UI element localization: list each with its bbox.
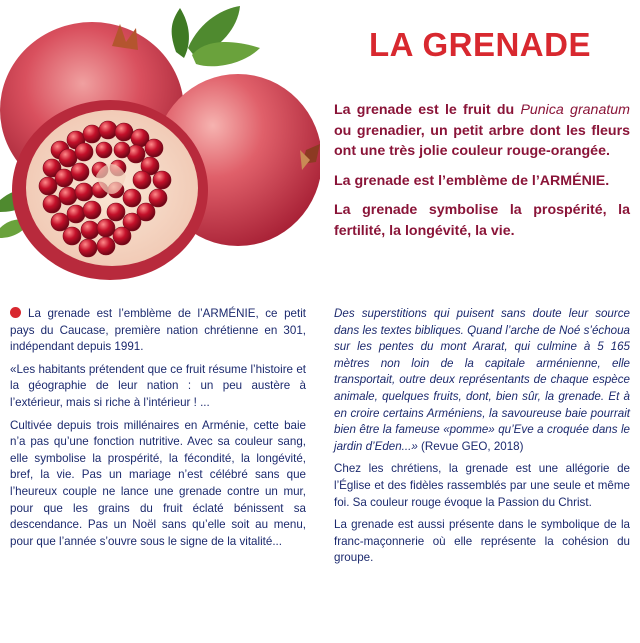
right-column — [334, 306, 630, 573]
right-paragraph-freemasonry: La grenade est aussi présente dans le symbolique de la franc-maçonnerie où elle représente la cohésion du groupe. — [334, 518, 630, 565]
right-paragraph-biblical: Des superstitions qui puisent sans doute leur source dans les textes bibliques. Quand l’arche de Noé s’échoua sur les pentes du mont Ararat, qui culmine à 5 165 mètres non loin de la capitale arménienne, elle transportait, outre deux représentants de chaque espèce animale, quelques fruits, dont, bien sûr, la grenade. Et à en croire certains Arméniens, la savoureuse baie pourrait bien être la fameuse «pomme» qu’Eve a croquée dans le jardin d’Eden...» (Revue GEO, 2018) — [334, 307, 630, 453]
page-title: LA GRENADE — [369, 26, 591, 63]
left-paragraph-emblem: La grenade est l’emblème de l’ARMÉNIE, ce petit pays du Caucase, première nation chrétienne en 301, indépendant depuis 1991. — [10, 307, 306, 354]
source-citation: (Revue GEO, 2018) — [417, 439, 524, 453]
bullet-dot-icon — [10, 307, 21, 318]
left-paragraph-culture: Cultivée depuis trois millénaires en Arménie, cette baie n’a pas qu’une fonction nutritive. Avec sa couleur sang, elle symbolise la prospérité, la fécondité, la longévité, bref, la vie. Pas un mariage n’est célébré sans que l’heureux couple ne lance une grenade contre un mur, pour que les grains du fruit éclaté bénissent sa descendance. Pas un Noël sans qu’elle soit au menu, pour que l’année s’ouvre sous le signe de la vitalité... — [10, 418, 306, 548]
intro-paragraph-definition: La grenade est le fruit du Punica granatum ou grenadier, un petit arbre dont les fleurs ont une très jolie couleur rouge-orangée. — [334, 102, 630, 159]
intro-block — [334, 100, 630, 250]
pomegranate-photo — [0, 0, 320, 290]
right-paragraph-christian: Chez les chrétiens, la grenade est une allégorie de l’Église et des fidèles rassemblés par une seule et même foi. Sa couleur rouge évoque la Passion du Christ. — [334, 462, 630, 509]
left-column — [10, 306, 306, 556]
intro-paragraph-symbol: La grenade symbolise la prospérité, la fertilité, la longévité, la vie. — [334, 202, 630, 239]
left-paragraph-quote: «Les habitants prétendent que ce fruit résume l’histoire et la géographie de leur nation : un peu austère à l’extérieur, mais si riche à l’intérieur ! ... — [10, 362, 306, 409]
latin-name: Punica granatum — [520, 102, 630, 118]
intro-paragraph-emblem: La grenade est l’emblème de l’ARMÉNIE. — [334, 172, 610, 189]
